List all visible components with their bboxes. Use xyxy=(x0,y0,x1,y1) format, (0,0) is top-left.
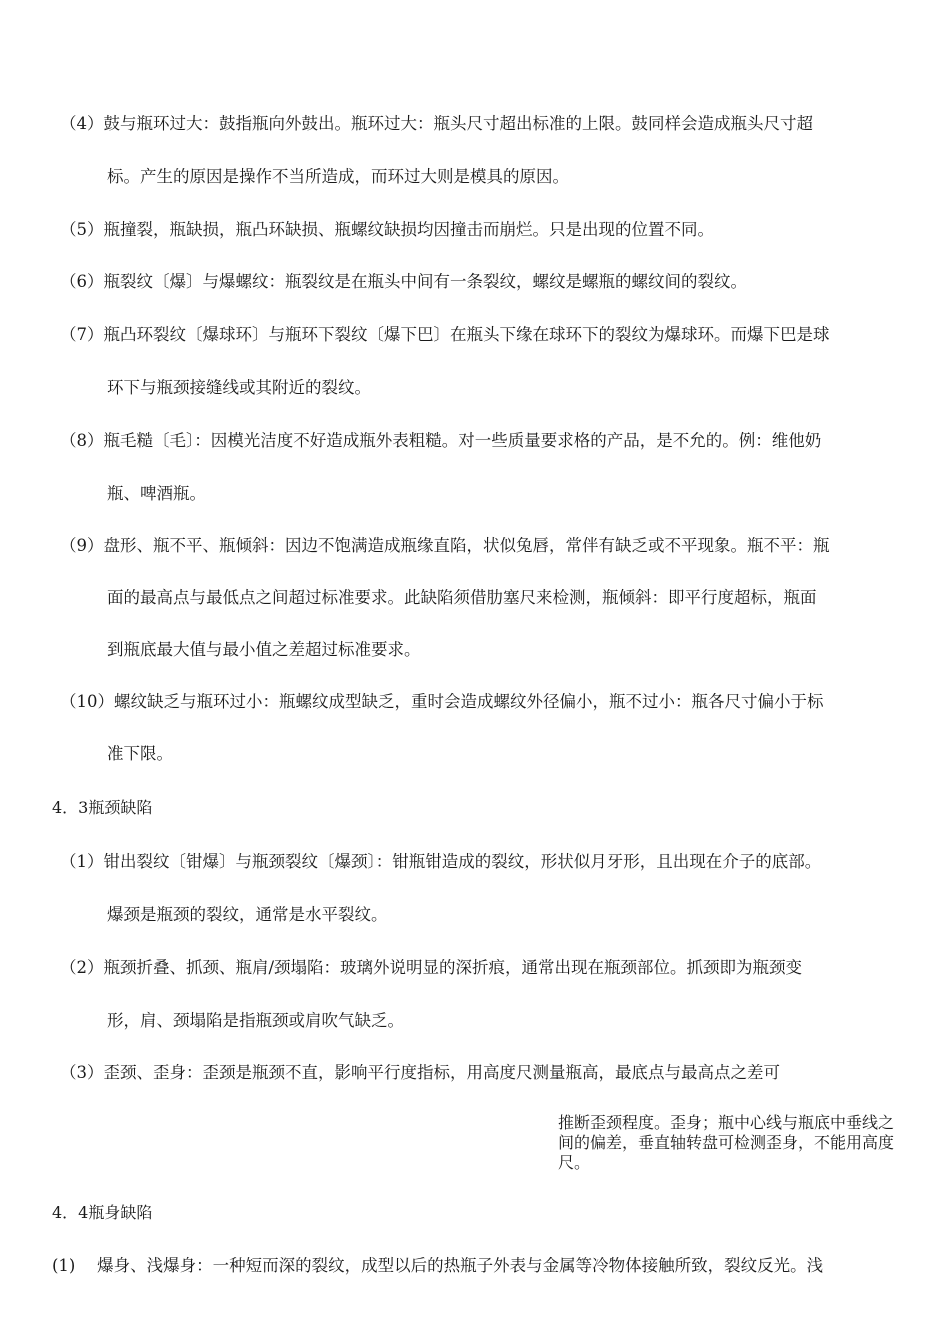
item-7-line-1: （7）瓶凸环裂纹〔爆球环〕与瓶环下裂纹〔爆下巴〕在瓶头下缘在球环下的裂纹为爆球环。而爆下巴是球 xyxy=(60,325,830,344)
neck-item-1-line-1: （1）钳出裂纹〔钳爆〕与瓶颈裂纹〔爆颈〕：钳瓶钳造成的裂纹，形状似月牙形，且出现在介子的底部。 xyxy=(60,852,822,871)
item-9-line-2: 面的最高点与最低点之间超过标准要求。此缺陷须借肋塞尺来检测，瓶倾斜：即平行度超标，瓶面 xyxy=(107,588,817,607)
item-9-line-3: 到瓶底最大值与最小值之差超过标准要求。 xyxy=(107,640,421,659)
neck-item-2-line-1: （2）瓶颈折叠、抓颈、瓶肩/颈塌陷：玻璃外说明显的深折痕，通常出现在瓶颈部位。抓颈即为瓶颈变 xyxy=(60,958,803,977)
body-item-1-line-1: (1) 爆身、浅爆身：一种短而深的裂纹，成型以后的热瓶子外表与金属等冷物体接触所致，裂纹反光。浅 xyxy=(52,1256,824,1275)
item-4-line-2: 标。产生的原因是操作不当所造成，而环过大则是模具的原因。 xyxy=(107,167,569,186)
section-heading-4-4: 4．4瓶身缺陷 xyxy=(52,1203,153,1222)
item-4-line-1: （4）鼓与瓶环过大：鼓指瓶向外鼓出。瓶环过大：瓶头尺寸超出标准的上限。鼓同样会造成瓶头尺寸超 xyxy=(60,114,813,133)
item-6-line-1: （6）瓶裂纹〔爆〕与爆螺纹：瓶裂纹是在瓶头中间有一条裂纹，螺纹是螺瓶的螺纹间的裂纹。 xyxy=(60,272,747,291)
section-heading-4-3: 4．3瓶颈缺陷 xyxy=(52,798,153,817)
item-7-line-2: 环下与瓶颈接缝线或其附近的裂纹。 xyxy=(107,378,371,397)
item-8-line-1: （8）瓶毛糙〔毛〕：因模光洁度不好造成瓶外表粗糙。对一些质量要求格的产品，是不允的。例：维他奶 xyxy=(60,431,822,450)
neck-item-1-line-2: 爆颈是瓶颈的裂纹，通常是水平裂纹。 xyxy=(107,905,388,924)
item-5-line-1: （5）瓶撞裂，瓶缺损，瓶凸环缺损、瓶螺纹缺损均因撞击而崩烂。只是出现的位置不同。 xyxy=(60,220,714,239)
neck-item-2-line-2: 形，肩、颈塌陷是指瓶颈或肩吹气缺乏。 xyxy=(107,1011,404,1030)
item-10-line-1: （10）螺纹缺乏与瓶环过小：瓶螺纹成型缺乏，重时会造成螺纹外径偏小，瓶不过小：瓶各尺寸偏小于标 xyxy=(60,692,824,711)
item-9-line-1: （9）盘形、瓶不平、瓶倾斜：因边不饱满造成瓶缘直陷，状似兔唇，常伴有缺乏或不平现象。瓶不平：瓶 xyxy=(60,536,830,555)
neck-item-3-continuation: 推断歪颈程度。歪身；瓶中心线与瓶底中垂线之间的偏差，垂直轴转盘可检测歪身，不能用高度尺。 xyxy=(558,1113,895,1172)
neck-item-3-line-1: （3）歪颈、歪身：歪颈是瓶颈不直，影响平行度指标，用高度尺测量瓶高，最底点与最高点之差可 xyxy=(60,1063,780,1082)
item-8-line-2: 瓶、啤酒瓶。 xyxy=(107,484,206,503)
item-10-line-2: 准下限。 xyxy=(107,744,173,763)
